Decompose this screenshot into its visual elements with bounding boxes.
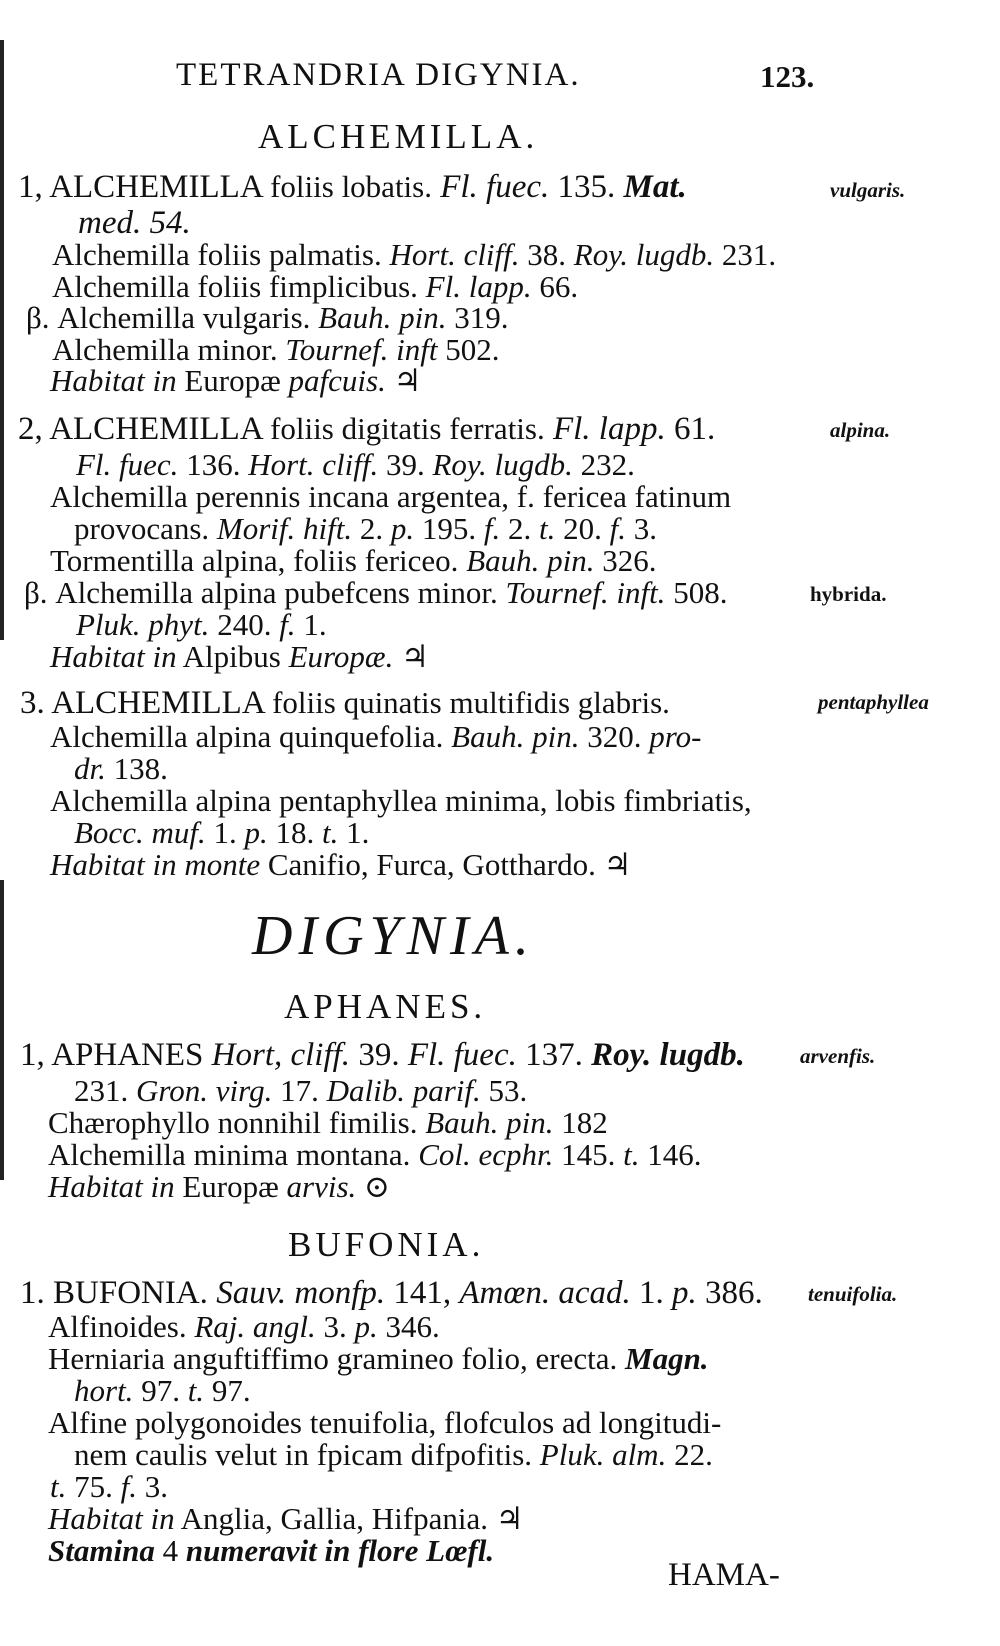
synonym-line: Alchemilla alpina quinquefolia. Bauh. pin. 320. pro- bbox=[50, 719, 702, 754]
synonym-line: Tormentilla alpina, foliis fericeo. Bauh. pin. 326. bbox=[50, 543, 657, 578]
page-edge-shadow bbox=[0, 40, 4, 640]
synonym-line: provocans. Morif. hift. 2. p. 195. f. 2. t. 20. f. 3. bbox=[74, 511, 657, 546]
variety-line: β. Alchemilla alpina pubefcens minor. Tournef. inft. 508. bbox=[24, 575, 728, 610]
species-entry-1: 1, ALCHEMILLA foliis lobatis. Fl. fuec. 135. Mat. bbox=[18, 169, 687, 205]
page-number: 123. bbox=[760, 59, 815, 94]
trivial-name-hybrida: hybrida. bbox=[810, 582, 887, 606]
synonym-line: Alfine polygonoides tenuifolia, flofculos ad longitudi- bbox=[48, 1405, 722, 1440]
entry-line: 231. Gron. virg. 17. Dalib. parif. 53. bbox=[74, 1073, 528, 1108]
synonym-line: dr. 138. bbox=[74, 751, 168, 786]
synonym-line: Alfinoides. Raj. angl. 3. p. 346. bbox=[48, 1309, 440, 1344]
trivial-name-tenuifolia: tenuifolia. bbox=[808, 1282, 898, 1306]
entry-line: t. 75. f. 3. bbox=[50, 1469, 168, 1504]
entry-line: hort. 97. t. 97. bbox=[74, 1373, 251, 1408]
habitat-line: Habitat in Europæ pafcuis. ♃ bbox=[50, 363, 422, 398]
entry-line: Fl. fuec. 136. Hort. cliff. 39. Roy. lugdb. 232. bbox=[76, 447, 635, 482]
aphanes-entry: 1, APHANES Hort, cliff. 39. Fl. fuec. 137. Roy. lugdb. bbox=[20, 1037, 745, 1073]
synonym-line: Alchemilla alpina pentaphyllea minima, lobis fimbriatis, bbox=[50, 783, 752, 818]
genus-heading-bufonia: BUFONIA. bbox=[288, 1225, 485, 1264]
running-header: TETRANDRIA DIGYNIA. bbox=[176, 57, 581, 93]
habitat-line: Habitat in Alpibus Europæ. ♃ bbox=[50, 639, 429, 674]
synonym-line: Alchemilla perennis incana argentea, f. fericea fatinum bbox=[50, 479, 732, 514]
variety-line: β. Alchemilla vulgaris. Bauh. pin. 319. bbox=[26, 300, 509, 335]
genus-heading-alchemilla: ALCHEMILLA. bbox=[258, 117, 539, 156]
synonym-line: Alchemilla minor. Tournef. inft 502. bbox=[52, 332, 500, 367]
entry-line: med. 54. bbox=[78, 205, 191, 241]
note-line: Stamina 4 numeravit in flore Lœfl. bbox=[48, 1533, 495, 1568]
trivial-name-alpina: alpina. bbox=[830, 418, 891, 442]
entry-line: Pluk. phyt. 240. f. 1. bbox=[76, 607, 327, 642]
catchword: HAMA- bbox=[668, 1557, 780, 1593]
bufonia-entry: 1. BUFONIA. Sauv. monfp. 141, Amœn. acad. 1. p. 386. bbox=[20, 1275, 763, 1311]
habitat-line: Habitat in Anglia, Gallia, Hifpania. ♃ bbox=[48, 1501, 524, 1536]
habitat-line: Habitat in monte Canifio, Furca, Gotthardo. ♃ bbox=[50, 847, 632, 882]
entry-line: Bocc. muf. 1. p. 18. t. 1. bbox=[74, 815, 370, 850]
trivial-name-arvensis: arvenfis. bbox=[800, 1044, 876, 1068]
page-edge-shadow bbox=[0, 880, 4, 1180]
synonym-line: Alchemilla minima montana. Col. ecphr. 145. t. 146. bbox=[48, 1137, 702, 1172]
section-title-digynia: DIGYNIA. bbox=[252, 905, 535, 967]
habitat-line: Habitat in Europæ arvis. ⊙ bbox=[48, 1169, 391, 1204]
synonym-line: Alchemilla foliis fimplicibus. Fl. lapp. 66. bbox=[52, 269, 579, 304]
synonym-line: nem caulis velut in fpicam difpofitis. Pluk. alm. 22. bbox=[74, 1437, 713, 1472]
species-entry-3: 3. ALCHEMILLA foliis quinatis multifidis glabris. bbox=[20, 685, 670, 721]
synonym-line: Alchemilla foliis palmatis. Hort. cliff. 38. Roy. lugdb. 231. bbox=[52, 237, 777, 272]
trivial-name-vulgaris: vulgaris. bbox=[830, 178, 906, 202]
synonym-line: Chærophyllo nonnihil fimilis. Bauh. pin. 182 bbox=[48, 1105, 608, 1140]
synonym-line: Herniaria anguftiffimo gramineo folio, erecta. Magn. bbox=[48, 1341, 709, 1376]
genus-heading-aphanes: APHANES. bbox=[284, 987, 487, 1026]
trivial-name-pentaphyllea: pentaphyllea bbox=[818, 690, 929, 714]
species-entry-2: 2, ALCHEMILLA foliis digitatis ferratis. Fl. lapp. 61. bbox=[18, 411, 716, 447]
